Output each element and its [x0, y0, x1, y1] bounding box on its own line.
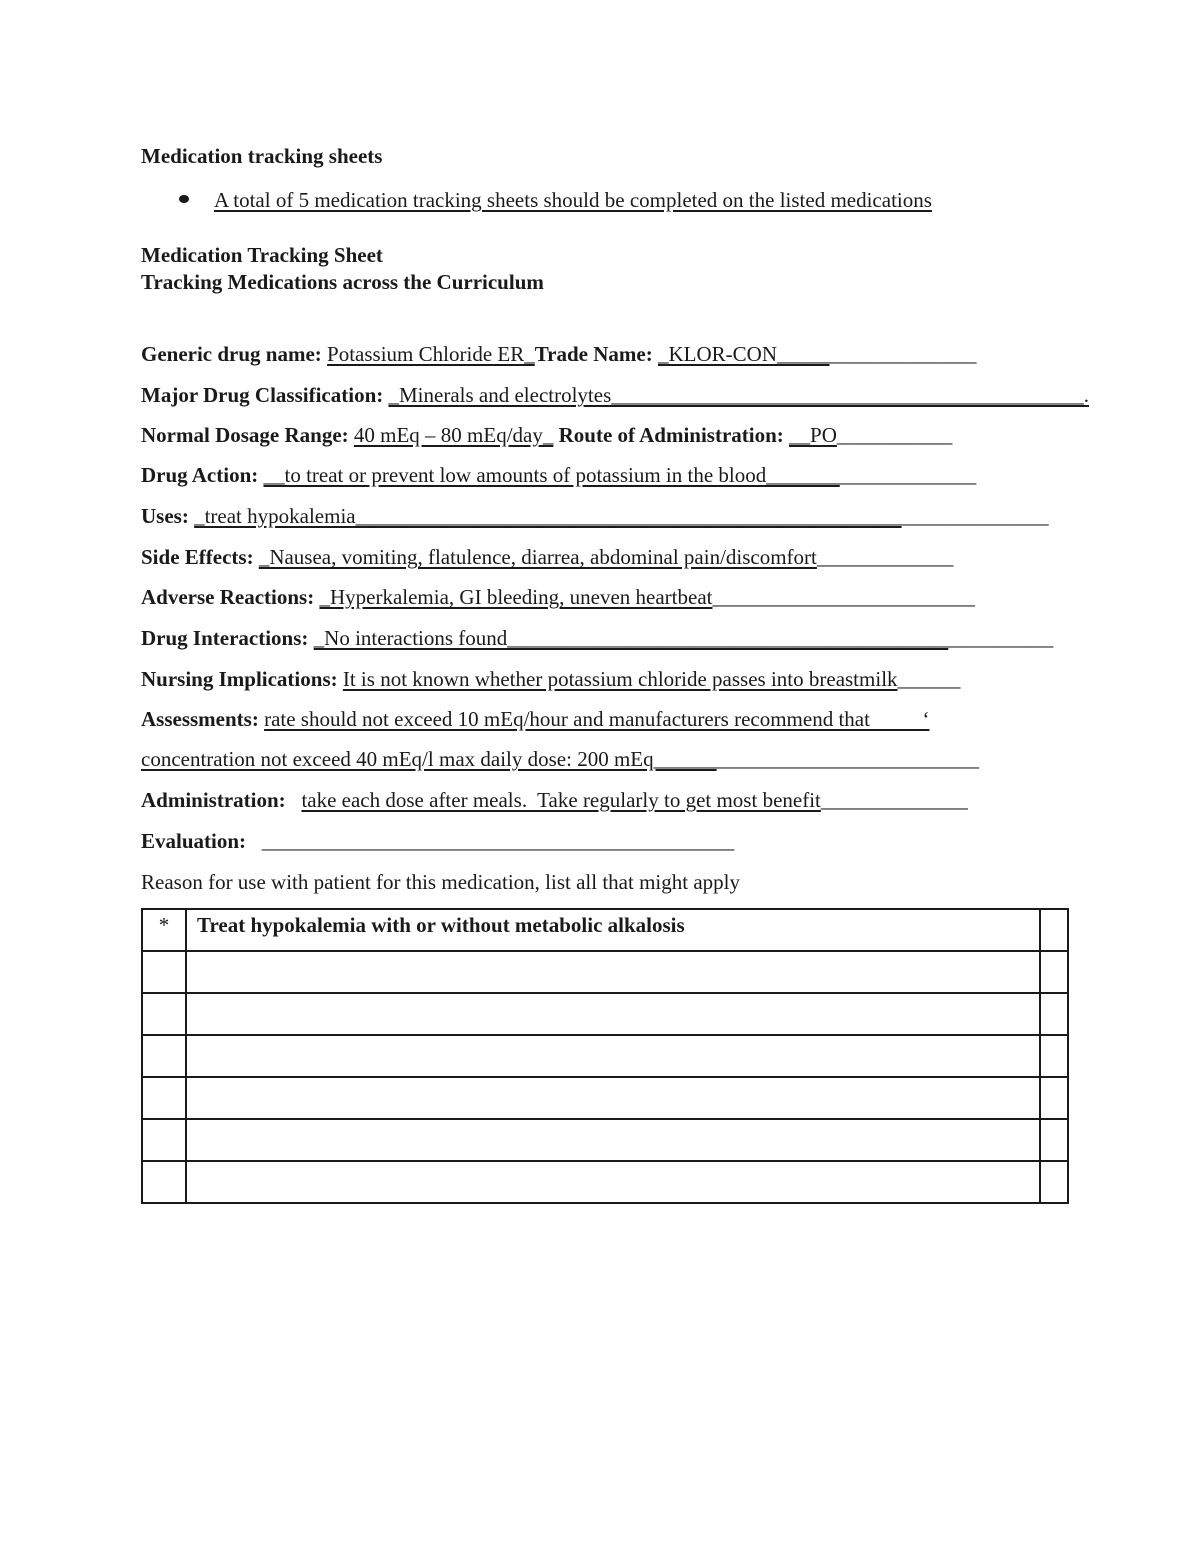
drug-interactions-label: Drug Interactions: — [141, 626, 314, 650]
mark-cell — [142, 1077, 186, 1119]
administration-value: take each dose after meals. Take regularly to get most benefit — [301, 788, 821, 812]
mark-cell — [142, 951, 186, 993]
reason-table — [141, 908, 1069, 1204]
check-cell — [1040, 993, 1068, 1035]
dosage-row — [141, 422, 952, 448]
check-cell — [1040, 1119, 1068, 1161]
generic-name-row — [141, 341, 976, 367]
reason-cell — [186, 1035, 1040, 1077]
drug-interactions-row — [141, 625, 1053, 651]
evaluation-row — [141, 828, 734, 854]
table-row — [142, 1119, 1068, 1161]
uses-label: Uses: — [141, 504, 195, 528]
dosage-label: Normal Dosage Range: — [141, 423, 354, 447]
check-cell — [1040, 1035, 1068, 1077]
mark-cell — [142, 993, 186, 1035]
mark-cell — [142, 1119, 186, 1161]
evaluation-blank: _____________________________________________ — [261, 829, 735, 853]
assessments-value: rate should not exceed 10 mEq/hour and manufacturers recommend that ‘ — [264, 707, 930, 731]
route-value: __PO — [789, 423, 837, 447]
reason-cell — [186, 1119, 1040, 1161]
side-effects-blank: _____________ — [816, 545, 954, 569]
classification-value: _Minerals and electrolytes_____________________________________________. — [388, 383, 1090, 407]
bullet-text: A total of 5 medication tracking sheets should be completed on the listed medications — [214, 188, 932, 212]
dosage-value: 40 mEq – 80 mEq/day_ — [353, 423, 554, 447]
assessments-label: Assessments: — [141, 707, 265, 731]
administration-label: Administration: — [141, 788, 291, 812]
assessments-blank: _________________________ — [716, 747, 980, 771]
drug-interactions-blank: __________ — [948, 626, 1054, 650]
generic-name-label: Generic drug name: — [141, 342, 328, 366]
sheet-title: Medication Tracking Sheet — [141, 243, 383, 267]
route-label: Route of Administration: — [553, 423, 790, 447]
route-blank: ___________ — [836, 423, 953, 447]
trade-name-label: Trade Name: — [534, 342, 658, 366]
drug-action-value: __to treat or prevent low amounts of potassium in the blood_______ — [263, 463, 840, 487]
side-effects-row — [141, 544, 953, 570]
check-cell — [1040, 1077, 1068, 1119]
sheet-subtitle: Tracking Medications across the Curriculum — [141, 270, 544, 294]
nursing-implications-row — [141, 666, 961, 692]
uses-value: _treat hypokalemia____________________________________________________ — [194, 504, 902, 528]
nursing-implications-value: It is not known whether potassium chloride passes into breastmilk — [342, 667, 898, 691]
evaluation-label: Evaluation: — [141, 829, 252, 853]
reason-cell — [186, 1077, 1040, 1119]
table-row — [142, 1161, 1068, 1203]
table-row — [142, 1035, 1068, 1077]
table-row — [142, 909, 1068, 951]
reason-cell: Treat hypokalemia with or without metabolic alkalosis — [186, 909, 1040, 951]
drug-action-label: Drug Action: — [141, 463, 264, 487]
reason-cell — [186, 951, 1040, 993]
generic-name-value: Potassium Chloride ER_ — [327, 342, 535, 366]
mark-cell: * — [142, 909, 186, 951]
nursing-implications-label: Nursing Implications: — [141, 667, 343, 691]
side-effects-label: Side Effects: — [141, 545, 259, 569]
adverse-reactions-value: _Hyperkalemia, GI bleeding, uneven heartbeat — [319, 585, 713, 609]
administration-row — [141, 787, 968, 813]
section-title: Medication tracking sheets — [141, 144, 383, 168]
side-effects-value: _Nausea, vomiting, flatulence, diarrea, abdominal pain/discomfort — [258, 545, 817, 569]
check-cell — [1040, 951, 1068, 993]
drug-action-row — [141, 462, 976, 488]
classification-label: Major Drug Classification: — [141, 383, 389, 407]
trade-name-value: _KLOR-CON_____ — [657, 342, 830, 366]
uses-blank: ______________ — [901, 504, 1049, 528]
adverse-reactions-row — [141, 584, 975, 610]
check-cell — [1040, 1161, 1068, 1203]
bullet-icon — [179, 195, 189, 203]
check-cell — [1040, 909, 1068, 951]
assessments-value-continued: concentration not exceed 40 mEq/l max daily dose: 200 mEq______ — [141, 747, 717, 771]
assessments-row — [141, 706, 929, 732]
mark-cell — [142, 1035, 186, 1077]
nursing-implications-blank: ______ — [897, 667, 961, 691]
mark-cell — [142, 1161, 186, 1203]
trade-name-blank: ______________ — [829, 342, 977, 366]
adverse-reactions-label: Adverse Reactions: — [141, 585, 320, 609]
classification-row — [141, 382, 1089, 408]
table-row — [142, 993, 1068, 1035]
drug-action-blank: _____________ — [839, 463, 977, 487]
reason-cell — [186, 993, 1040, 1035]
table-row — [142, 1077, 1068, 1119]
drug-interactions-value: _No interactions found__________________________________________ — [313, 626, 949, 650]
reason-prompt: Reason for use with patient for this medication, list all that might apply — [141, 870, 740, 894]
administration-blank: ______________ — [820, 788, 968, 812]
assessments-continued-row — [141, 746, 979, 772]
adverse-reactions-blank: _________________________ — [712, 585, 975, 609]
uses-row — [141, 503, 1049, 529]
table-row — [142, 951, 1068, 993]
reason-cell — [186, 1161, 1040, 1203]
